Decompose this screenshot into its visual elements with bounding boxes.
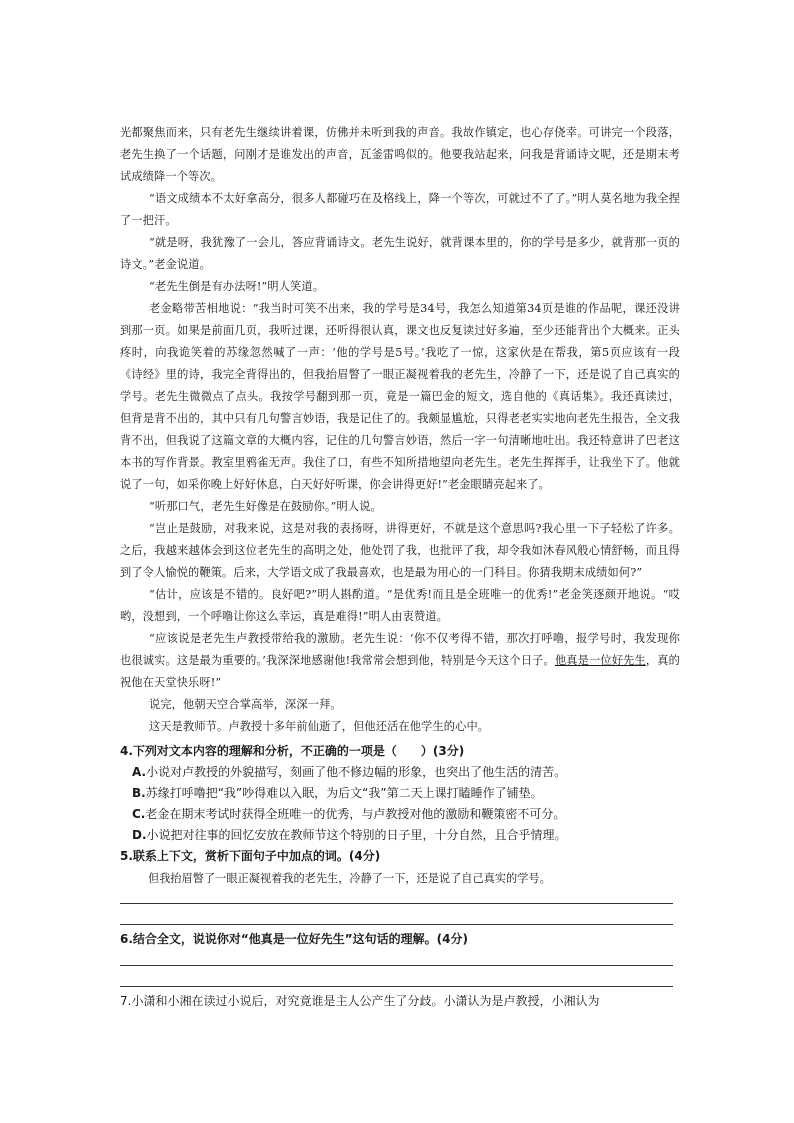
option-a xyxy=(120,762,690,783)
answer-line[interactable] xyxy=(120,986,673,987)
question-5-quote: 但我抬眉瞥了一眼正凝视着我的老先生，冷静了一下，还是说了自己真实的学号。 xyxy=(148,872,551,885)
story-paragraph: 说完，他朝天空合掌高举，深深一拜。 xyxy=(149,698,342,711)
option-b xyxy=(120,783,690,804)
option-letter: C. xyxy=(132,807,146,821)
story-paragraph: “老先生倒是有办法呀!”明人笑道。 xyxy=(149,280,325,293)
answer-line[interactable] xyxy=(120,965,673,966)
question-6: 6.结合全文，说说你对“他真是一位好先生”这句话的理解。(4分) xyxy=(120,932,469,946)
option-letter: A. xyxy=(132,765,147,779)
option-letter: B. xyxy=(132,786,146,800)
story-paragraph: “听那口气，老先生好像是在鼓励你。”明人说。 xyxy=(149,500,382,513)
option-text: 小说对卢教授的外貌描写，刻画了他不修边幅的形象，也突出了他生活的清苦。 xyxy=(146,765,567,779)
option-text: 老金在期末考试时获得全班唯一的优秀，与卢教授对他的激励和鞭策密不可分。 xyxy=(145,807,566,821)
question-5: 5.联系上下文，赏析下面句子中加点的词。(4分) xyxy=(120,849,381,863)
story-text xyxy=(120,122,680,738)
story-text-span: “应该说是老先生卢教授带给我的激励。老先生说：‘你不仅考得不错，那次打呼噜，报学号时，我发现你也很诚实。这是最为重要的。’我深深地感谢他!我常常会想到他，特别是今天这个日子。 xyxy=(120,632,680,667)
option-c xyxy=(120,804,690,825)
question-7: 7.小潇和小湘在读过小说后，对究竟谁是主人公产生了分歧。小潇认为是卢教授，小湘认为 xyxy=(120,994,600,1008)
answer-line[interactable] xyxy=(120,903,673,904)
story-paragraph xyxy=(120,628,680,694)
option-letter: D. xyxy=(132,828,147,842)
story-paragraph: “估计，应该是不错的。良好吧?”明人斟酌道。“是优秀!而且是全班唯一的优秀!”老金笑逐颜开地说。“哎哟，没想到，一个呼噜让你这么幸运，真是难得!”明人由衷赞道。 xyxy=(120,588,680,623)
story-paragraph: “就是呀，我犹豫了一会儿，答应背诵诗文。老先生说好，就背课本里的，你的学号是多少，就背那一页的诗文。”老金说道。 xyxy=(120,236,680,271)
story-paragraph: 老金略带苦相地说：“我当时可笑不出来，我的学号是34号，我怎么知道第34页是谁的作品呢，课还没讲到那一页。如果是前面几页，我听过课，还听得很认真，课文也反复读过好多遍，至少还能背出个大概来。正头疼时，向我诡笑着的苏缘忽然喊了一声：‘他的学号是5号。’我吃了一惊，这家伙是在帮我，第5页应该有一段《诗经》里的诗，我完全背得出的，但我抬眉瞥了一眼正凝视着我的老先生，冷静了一下，还是说了自己真实的学号。老先生微微点了点头。我按学号翻到那一页，竟是一篇巴金的短文，选自他的《真话集》。我还真读过，但背是背不出的，其中只有几句警言妙语，我是记住了的。我颇显尴尬，只得老老实实地向老先生报告，全文我背不出，但我说了这篇文章的大概内容，记住的几句警言妙语，然后一字一句清晰地吐出。我还特意讲了巴老这本书的写作背景。教室里鸦雀无声。我住了口，有些不知所措地望向老先生。老先生挥挥手，让我坐下了。他就说了一句，如采你晚上好好休息，白天好好听课，你会讲得更好!”老金眼睛亮起来了。 xyxy=(120,302,680,491)
option-d xyxy=(120,825,690,846)
questions-block xyxy=(120,741,690,889)
underlined-sentence: 他真是一位好先生 xyxy=(554,654,646,667)
option-text: 小说把对往事的回忆安放在教师节这个特别的日子里，十分自然，且合乎情理。 xyxy=(146,828,567,842)
answer-line[interactable] xyxy=(120,924,673,925)
option-text: 苏缘打呼噜把“我”吵得难以入眠，为后文“我”第二天上课打瞌睡作了铺垫。 xyxy=(145,786,543,800)
story-paragraph: “岂止是鼓励，对我来说，这是对我的表扬呀，讲得更好，不就是这个意思吗?我心里一下子轻松了许多。之后，我越来越体会到这位老先生的高明之处，他处罚了我，也批评了我，却令我如沐春风般心情舒畅，而且得到了令人愉悦的鞭策。后来，大学语文成了我最喜欢，也是最为用心的一门科目。你猜我期末成绩如何?” xyxy=(120,522,680,579)
story-paragraph: 这天是教师节。卢教授十多年前仙逝了，但他还活在他学生的心中。 xyxy=(149,720,490,733)
story-paragraph: 光都聚焦而来，只有老先生继续讲着课，仿佛并未听到我的声音。我故作镇定，也心存侥幸。可讲完一个段落，老先生换了一个话题，问刚才是谁发出的声音，瓦釜雷鸣似的。他要我站起来，问我是背诵诗文呢，还是期末考试成绩降一个等次。 xyxy=(120,126,680,183)
story-text-span: ，真的祝他在天堂快乐呀!” xyxy=(120,654,681,689)
story-paragraph: “语文成绩本不太好拿高分，很多人都碰巧在及格线上，降一个等次，可就过不了了。”明人莫名地为我全捏了一把汗。 xyxy=(120,192,680,227)
question-4: 4.下列对文本内容的理解和分析，不正确的一项是（ ）(3分) xyxy=(120,744,465,758)
